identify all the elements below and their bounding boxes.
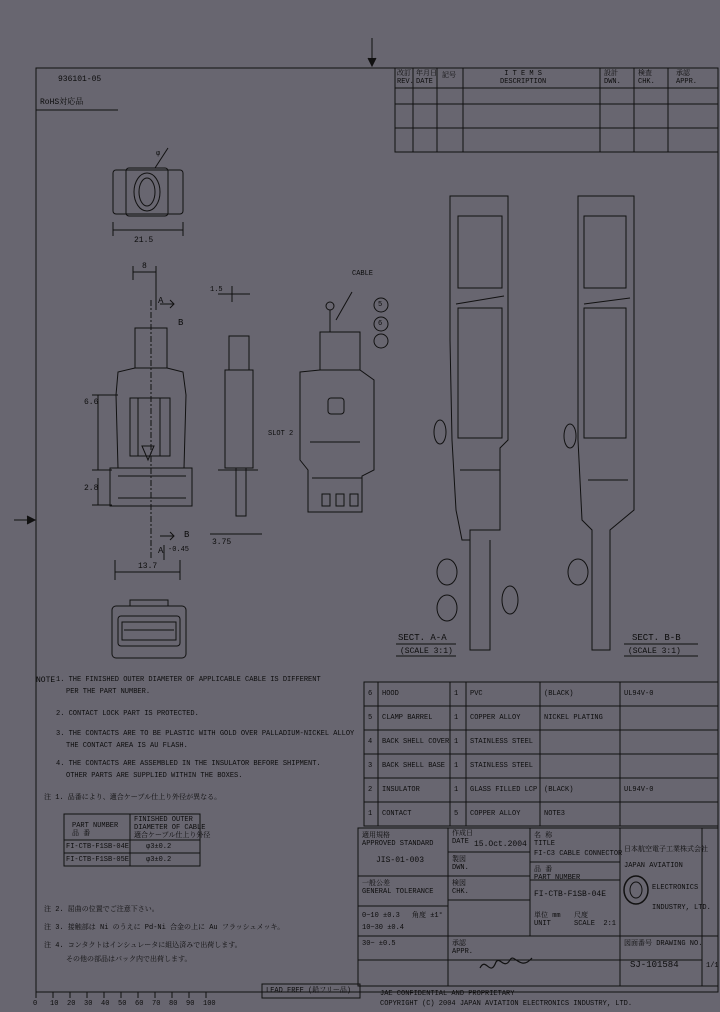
note-2: 2. CONTACT LOCK PART IS PROTECTED. bbox=[56, 710, 199, 718]
ruler-label: 100 bbox=[203, 1000, 216, 1008]
tb-angle: 角度 ±1° bbox=[412, 912, 443, 920]
ruler-label: 40 bbox=[101, 1000, 110, 1008]
bom-row-2-desc: INSULATOR bbox=[382, 786, 420, 794]
bom-row-6-no: 6 bbox=[368, 690, 373, 698]
bom-row-6-finish: (BLACK) bbox=[544, 690, 574, 698]
bom-row-3-qty: 1 bbox=[454, 762, 459, 770]
tb-scale: 尺度 SCALE 2:1 bbox=[574, 912, 617, 928]
bom-row-2-no: 2 bbox=[368, 786, 373, 794]
slot-label: SLOT 2 bbox=[268, 430, 294, 438]
bom-row-5-desc: CLAMP BARREL bbox=[382, 714, 433, 722]
bom-row-3-desc: BACK SHELL BASE bbox=[382, 762, 446, 770]
side-arrow-dim: 1.5 bbox=[210, 286, 223, 294]
tb-sheet: 1/1 bbox=[706, 962, 719, 970]
tb-date-label: 作成日 DATE bbox=[452, 830, 473, 846]
dim-8: 8 bbox=[142, 262, 147, 271]
bom-row-3-no: 3 bbox=[368, 762, 373, 770]
tb-tol-row-3: 30~ ±0.5 bbox=[362, 940, 396, 948]
bom-row-4-qty: 1 bbox=[454, 738, 459, 746]
note-jp-4a: 注 4. コンタクトはインシュレータに組込済みで出荷します。 bbox=[44, 942, 242, 950]
tb-title-value: FI-C3 CABLE CONNECTOR bbox=[534, 850, 623, 858]
section-aa-title: SECT. A-A bbox=[398, 633, 447, 643]
ruler-label: 50 bbox=[118, 1000, 127, 1008]
tb-tol-row-2: 10~30 ±0.4 bbox=[362, 924, 405, 932]
cutaway-view bbox=[300, 292, 388, 512]
header-left-rohs: RoHS対応品 bbox=[40, 98, 84, 107]
company-logo bbox=[624, 876, 648, 904]
header-left-code: 936101-05 bbox=[58, 75, 102, 84]
section-bb-title: SECT. B-B bbox=[632, 633, 681, 643]
lead-free-label: LEAD FREE (鉛フリー品) bbox=[266, 987, 352, 995]
rev-col-approved: 承認 APPR. bbox=[676, 70, 698, 86]
bom-row-5-qty: 1 bbox=[454, 714, 459, 722]
note-3b: THE CONTACT AREA IS AU FLASH. bbox=[66, 742, 188, 750]
bom-row-5-no: 5 bbox=[368, 714, 373, 722]
rev-col-items: I T E M S DESCRIPTION bbox=[500, 70, 547, 86]
dim-3-75: 3.75 bbox=[212, 538, 232, 547]
note-jp-1: 注 1. 品番により、適合ケーブル仕上り外径が異なる。 bbox=[44, 794, 222, 802]
dim-tolerance: -0.45 bbox=[168, 546, 190, 554]
bom-row-4-desc: BACK SHELL COVER bbox=[382, 738, 450, 746]
tb-chk-label: 検図 CHK. bbox=[452, 880, 469, 896]
bom-table-grid bbox=[364, 682, 718, 826]
rev-col-date: 年月日 DATE bbox=[416, 70, 437, 86]
mating-face-view bbox=[112, 600, 186, 658]
footer-confidential: JAE CONFIDENTIAL AND PROPRIETARY bbox=[380, 990, 515, 998]
bottom-ruler bbox=[36, 992, 206, 998]
note-jp-3: 注 3. 接触部は Ni のうえに Pd-Ni 合金の上に Au フラッシュメッキ。 bbox=[44, 924, 285, 932]
part-table-row-1-dia: φ3±0.2 bbox=[146, 843, 172, 851]
tb-company-en-3: INDUSTRY, LTD. bbox=[652, 904, 711, 912]
bom-row-1-desc: CONTACT bbox=[382, 810, 412, 818]
ruler-label: 10 bbox=[50, 1000, 59, 1008]
bom-row-2-material: GLASS FILLED LCP bbox=[470, 786, 538, 794]
ruler-label: 20 bbox=[67, 1000, 76, 1008]
diameter-label: φ bbox=[156, 150, 161, 158]
tb-company-en-1: JAPAN AVIATION bbox=[624, 862, 683, 870]
bom-row-6-desc: HOOD bbox=[382, 690, 399, 698]
bom-row-1-no: 1 bbox=[368, 810, 373, 818]
dim-6-6: 6.6 bbox=[84, 398, 99, 407]
section-mark-a-bottom: A bbox=[158, 546, 164, 556]
note-4a: 4. THE CONTACTS ARE ASSEMBLED IN THE INSULATOR BEFORE SHIPMENT. bbox=[56, 760, 321, 768]
ruler-label: 70 bbox=[152, 1000, 161, 1008]
ruler-label: 80 bbox=[169, 1000, 178, 1008]
tb-drawing-no-label: 図面番号 DRAWING NO. bbox=[624, 940, 703, 948]
part-table-row-2-dia: φ3±0.2 bbox=[146, 856, 172, 864]
callout-2: 6 bbox=[378, 320, 383, 328]
ruler-label: 0 bbox=[33, 1000, 38, 1008]
bom-row-2-qty: 1 bbox=[454, 786, 459, 794]
part-table-row-2-part: FI-CTB-F1SB-05E bbox=[66, 856, 130, 864]
bom-row-3-material: STAINLESS STEEL bbox=[470, 762, 534, 770]
rev-col-drawn: 設計 DWN. bbox=[604, 70, 621, 86]
part-table-header-diameter: FINISHED OUTER DIAMETER OF CABLE 適合ケーブル仕上り外径 bbox=[134, 816, 211, 840]
tb-company-jp: 日本航空電子工業株式会社 bbox=[624, 846, 708, 854]
bom-row-6-qty: 1 bbox=[454, 690, 459, 698]
cable-label: CABLE bbox=[352, 270, 374, 278]
side-view bbox=[210, 286, 262, 534]
note-1b: PER THE PART NUMBER. bbox=[66, 688, 151, 696]
dim-2-8: 2.8 bbox=[84, 484, 99, 493]
section-mark-a-top: A bbox=[158, 296, 164, 306]
tb-standard-value: JIS-01-003 bbox=[376, 856, 425, 865]
tb-unit: 単位 mm UNIT bbox=[534, 912, 561, 928]
section-mark-b-top: B bbox=[178, 318, 184, 328]
notes-heading: NOTE bbox=[36, 676, 56, 685]
note-4b: OTHER PARTS ARE SUPPLIED WITHIN THE BOXES. bbox=[66, 772, 243, 780]
tb-part-label: 品 番 PART NUMBER bbox=[534, 866, 581, 882]
part-table-row-1-part: FI-CTB-F1SB-04E bbox=[66, 843, 130, 851]
note-3a: 3. THE CONTACTS ARE TO BE PLASTIC WITH GOLD OVER PALLADIUM-NICKEL ALLOY bbox=[56, 730, 355, 738]
section-bb-scale: (SCALE 3:1) bbox=[628, 647, 681, 656]
section-aa bbox=[396, 196, 518, 656]
tb-appr-label: 承認 APPR. bbox=[452, 940, 474, 956]
bom-row-1-finish: NOTE3 bbox=[544, 810, 566, 818]
tb-dwn-label: 製図 DWN. bbox=[452, 856, 469, 872]
front-view bbox=[92, 266, 192, 580]
section-mark-b-bottom: B bbox=[184, 530, 190, 540]
bom-row-2-remark: UL94V-0 bbox=[624, 786, 654, 794]
bom-row-1-qty: 5 bbox=[454, 810, 459, 818]
dim-13-7: 13.7 bbox=[138, 562, 158, 571]
ruler-label: 60 bbox=[135, 1000, 144, 1008]
bom-row-6-remark: UL94V-0 bbox=[624, 690, 654, 698]
tb-part-value: FI-CTB-F1SB-04E bbox=[534, 890, 607, 899]
note-jp-2: 注 2. 屈曲の位置でご注意下さい。 bbox=[44, 906, 159, 914]
callout-1: 5 bbox=[378, 301, 383, 309]
bom-row-6-material: PVC bbox=[470, 690, 483, 698]
part-table-header-part: PART NUMBER 品 番 bbox=[72, 822, 119, 838]
tb-tol-row-1: 0~10 ±0.3 bbox=[362, 912, 400, 920]
section-aa-scale: (SCALE 3:1) bbox=[400, 647, 453, 656]
rev-col-rev: 改訂 REV. bbox=[397, 70, 414, 86]
section-bb bbox=[564, 196, 698, 656]
dim-width-top: 21.5 bbox=[134, 236, 154, 245]
note-1a: 1. THE FINISHED OUTER DIAMETER OF APPLICABLE CABLE IS DIFFERENT bbox=[56, 676, 321, 684]
bom-row-5-finish: NICKEL PLATING bbox=[544, 714, 603, 722]
tb-tolerance-label: 一般公差 GENERAL TOLERANCE bbox=[362, 880, 434, 896]
tb-drawing-no: SJ-101584 bbox=[630, 960, 679, 970]
tb-date-value: 15.Oct.2004 bbox=[474, 840, 527, 849]
bom-row-4-material: STAINLESS STEEL bbox=[470, 738, 534, 746]
end-view bbox=[113, 148, 183, 236]
bom-row-2-finish: (BLACK) bbox=[544, 786, 574, 794]
bom-row-4-no: 4 bbox=[368, 738, 373, 746]
ruler-label: 90 bbox=[186, 1000, 195, 1008]
footer-copyright: COPYRIGHT (C) 2004 JAPAN AVIATION ELECTRONICS INDUSTRY, LTD. bbox=[380, 1000, 633, 1008]
bom-row-1-material: COPPER ALLOY bbox=[470, 810, 521, 818]
ruler-label: 30 bbox=[84, 1000, 93, 1008]
tb-company-en-2: ELECTRONICS bbox=[652, 884, 699, 892]
revision-table bbox=[395, 68, 718, 152]
rev-col-mark: 記号 bbox=[442, 72, 456, 80]
note-jp-4b: その他の部品はパック内で出荷します。 bbox=[66, 956, 192, 964]
tb-title-label: 名 称 TITLE bbox=[534, 832, 556, 848]
bom-row-5-material: COPPER ALLOY bbox=[470, 714, 521, 722]
tb-standard-label: 適用規格 APPROVED STANDARD bbox=[362, 832, 434, 848]
rev-col-checked: 検査 CHK. bbox=[638, 70, 655, 86]
